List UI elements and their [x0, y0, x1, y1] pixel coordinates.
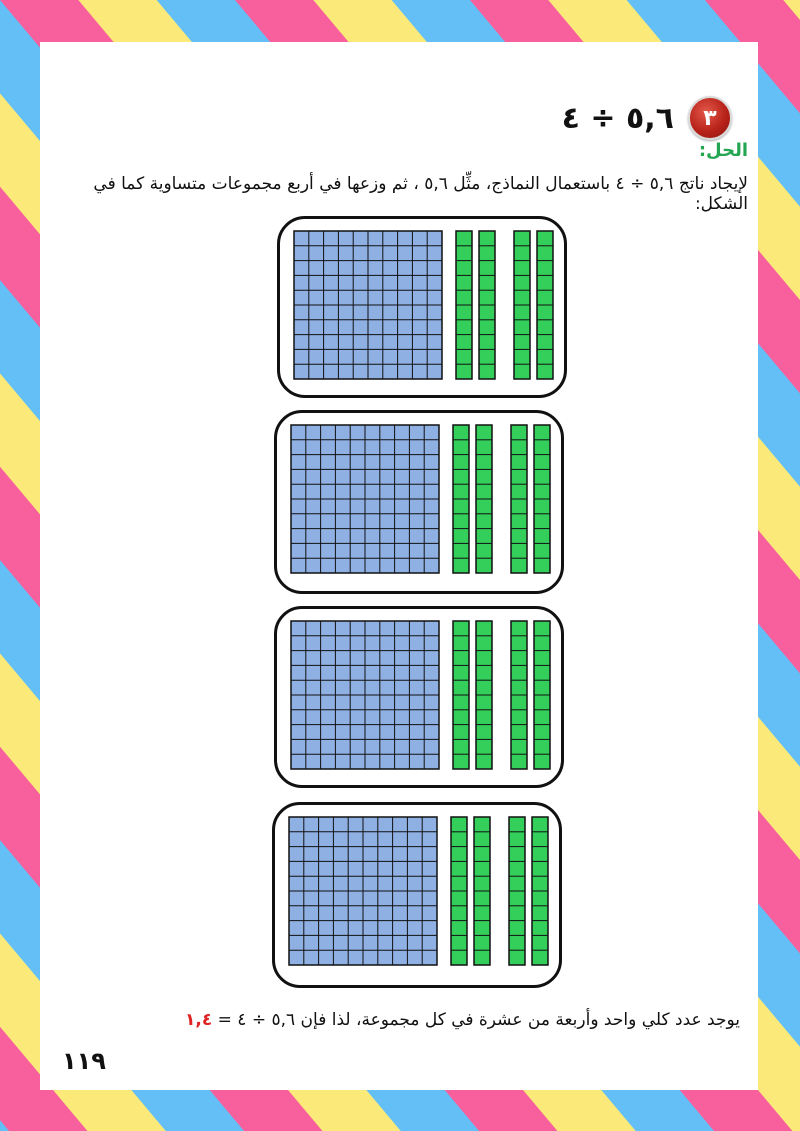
instruction-text: لإيجاد ناتج ٥,٦ ÷ ٤ باستعمال النماذج، مثِّل ٥,٦ ، ثم وزعها في أربع مجموعات متساوية كما في الشكل:	[93, 174, 748, 214]
tenth-rod	[451, 817, 467, 965]
whole-flat	[294, 231, 442, 379]
whole-flat	[291, 425, 439, 573]
problem-number: ٣	[703, 105, 717, 131]
tenth-rod	[509, 817, 525, 965]
model-group	[272, 802, 562, 988]
solution-label: الحل:	[698, 140, 748, 161]
model-group	[277, 216, 567, 398]
tenth-rod	[479, 231, 495, 379]
page-sheet	[40, 42, 758, 1090]
conclusion-text	[50, 1010, 740, 1030]
tenth-rod	[476, 621, 492, 769]
tenth-rod	[534, 621, 550, 769]
tenth-rod	[514, 231, 530, 379]
tenth-rod	[534, 425, 550, 573]
tenth-rod	[532, 817, 548, 965]
model-group	[274, 606, 564, 788]
base-ten-blocks	[280, 219, 564, 395]
problem-expression: ٥,٦ ÷ ٤	[561, 100, 674, 136]
problem-header	[562, 96, 732, 140]
problem-number-badge	[688, 96, 732, 140]
whole-flat	[289, 817, 437, 965]
tenth-rod	[456, 231, 472, 379]
model-group	[274, 410, 564, 594]
conclusion-statement: يوجد عدد كلي واحد وأربعة من عشرة في كل مجموعة، لذا فإن ٥,٦ ÷ ٤ =	[212, 1010, 740, 1030]
conclusion-result: ١,٤	[185, 1010, 213, 1030]
tenth-rod	[453, 621, 469, 769]
tenth-rod	[453, 425, 469, 573]
tenth-rod	[511, 425, 527, 573]
page-number: ١١٩	[62, 1047, 106, 1075]
whole-flat	[291, 621, 439, 769]
tenth-rod	[537, 231, 553, 379]
tenth-rod	[476, 425, 492, 573]
base-ten-blocks	[277, 609, 561, 785]
base-ten-blocks	[275, 805, 559, 985]
tenth-rod	[511, 621, 527, 769]
tenth-rod	[474, 817, 490, 965]
base-ten-blocks	[277, 413, 561, 591]
